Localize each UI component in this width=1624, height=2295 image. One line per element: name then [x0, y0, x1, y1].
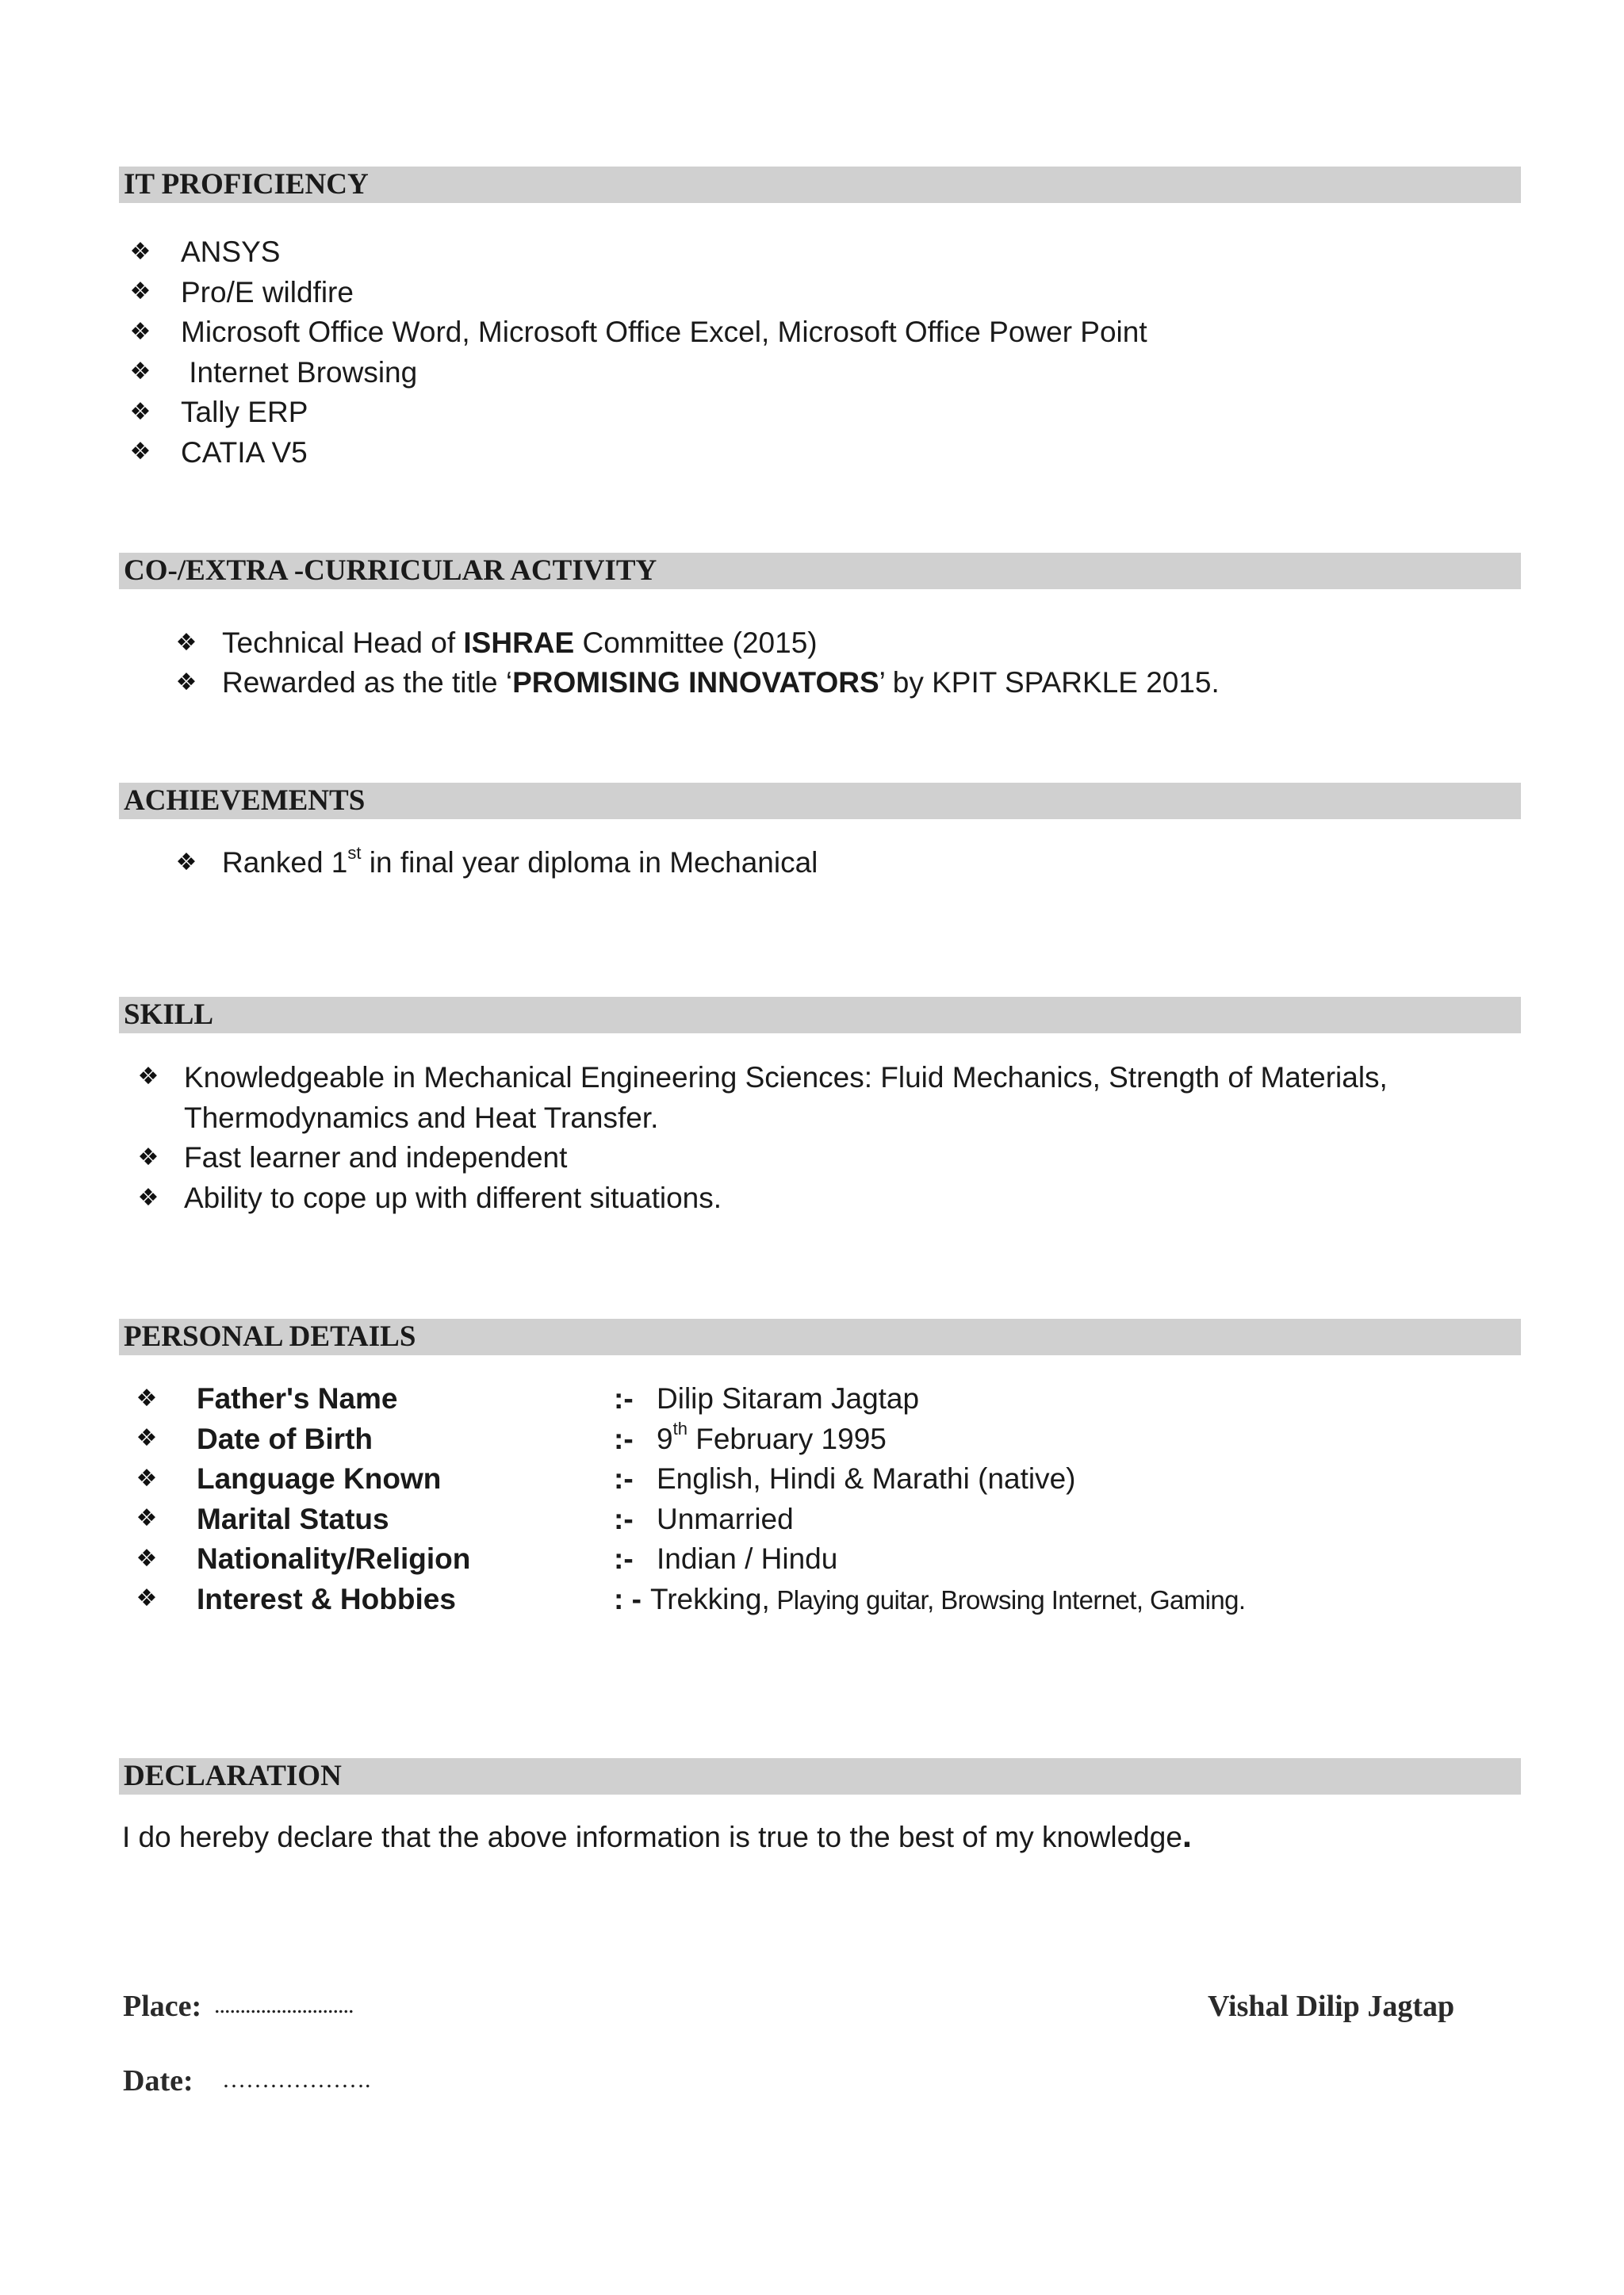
- diamond-bullet-icon: ❖: [136, 1465, 158, 1492]
- declaration-text: I do hereby declare that the above information is true to the best of my knowledge.: [122, 1816, 1193, 1855]
- activity-text: Technical Head of ISHRAE Committee (2015): [222, 626, 818, 659]
- list-item: ❖ Microsoft Office Word, Microsoft Office Excel, Microsoft Office Power Point: [127, 312, 1475, 353]
- diamond-bullet-icon: ❖: [136, 1545, 158, 1572]
- list-item: ❖ ANSYS: [127, 232, 1475, 273]
- diamond-bullet-icon: ❖: [129, 439, 151, 466]
- section-heading-declaration: DECLARATION: [119, 1758, 1521, 1795]
- list-item: ❖ Internet Browsing: [127, 353, 1475, 393]
- diamond-bullet-icon: ❖: [129, 318, 151, 345]
- diamond-bullet-icon: ❖: [129, 278, 151, 305]
- place-blank: ...........................: [214, 1992, 354, 2018]
- hobbies-value: Trekking, Playing guitar, Browsing Internet, Gaming.: [650, 1582, 1246, 1615]
- date-label: Date:: [123, 2064, 193, 2098]
- list-item: ❖ Pro/E wildfire: [127, 273, 1475, 313]
- place-label: Place:: [123, 1990, 202, 2023]
- achievements-list: [173, 843, 1521, 883]
- activity-text: Rewarded as the title ‘PROMISING INNOVATORS’ by KPIT SPARKLE 2015.: [222, 666, 1220, 699]
- activity-list: [173, 623, 1521, 703]
- section-heading-achievements: ACHIEVEMENTS: [119, 783, 1521, 819]
- section-heading-it-proficiency: IT PROFICIENCY: [119, 167, 1521, 203]
- diamond-bullet-icon: ❖: [129, 398, 151, 425]
- section-heading-skill: SKILL: [119, 997, 1521, 1033]
- diamond-bullet-icon: ❖: [137, 1144, 159, 1170]
- diamond-bullet-icon: ❖: [129, 238, 151, 265]
- list-item: [173, 843, 1521, 883]
- diamond-bullet-icon: ❖: [175, 669, 197, 695]
- list-item: ❖ Ability to cope up with different situations.: [135, 1178, 1515, 1219]
- diamond-bullet-icon: ❖: [175, 849, 197, 875]
- list-item: ❖ Tally ERP: [127, 393, 1475, 433]
- diamond-bullet-icon: ❖: [136, 1505, 158, 1532]
- diamond-bullet-icon: ❖: [136, 1385, 158, 1412]
- table-row: ❖ Date of Birth :- 9th February 1995: [133, 1420, 1529, 1460]
- table-row: ❖ Marital Status :- Unmarried: [133, 1500, 1529, 1540]
- table-row: ❖ Language Known :- English, Hindi & Marathi (native): [133, 1459, 1529, 1500]
- section-heading-activity: CO-/EXTRA -CURRICULAR ACTIVITY: [119, 553, 1521, 589]
- section-heading-personal-details: PERSONAL DETAILS: [119, 1319, 1521, 1355]
- diamond-bullet-icon: ❖: [129, 358, 151, 385]
- table-row: ❖ Nationality/Religion :- Indian / Hindu: [133, 1539, 1529, 1580]
- list-item: [173, 623, 1521, 663]
- achievement-text: Ranked 1st in final year diploma in Mechanical: [222, 842, 818, 879]
- table-row: ❖ Interest & Hobbies : - Trekking, Playing guitar, Browsing Internet, Gaming.: [133, 1580, 1529, 1620]
- personal-details-table: [133, 1379, 1529, 1619]
- diamond-bullet-icon: ❖: [136, 1425, 158, 1452]
- dob-value: 9th February 1995: [657, 1419, 887, 1455]
- list-item: [173, 663, 1521, 703]
- diamond-bullet-icon: ❖: [137, 1063, 159, 1090]
- signature-name: Vishal Dilip Jagtap: [1208, 1990, 1455, 2023]
- list-item: ❖ CATIA V5: [127, 433, 1475, 473]
- list-item: ❖ Knowledgeable in Mechanical Engineering Sciences: Fluid Mechanics, Strength of Materials, Thermodynamics and Heat Transfer.: [135, 1057, 1515, 1138]
- skill-list: [135, 1057, 1515, 1219]
- diamond-bullet-icon: ❖: [137, 1184, 159, 1211]
- diamond-bullet-icon: ❖: [136, 1585, 158, 1612]
- diamond-bullet-icon: ❖: [175, 629, 197, 656]
- table-row: ❖ Father's Name :- Dilip Sitaram Jagtap: [133, 1379, 1529, 1420]
- date-blank: ……………….: [222, 2067, 371, 2093]
- it-proficiency-list: [127, 232, 1475, 473]
- list-item: ❖ Fast learner and independent: [135, 1138, 1515, 1178]
